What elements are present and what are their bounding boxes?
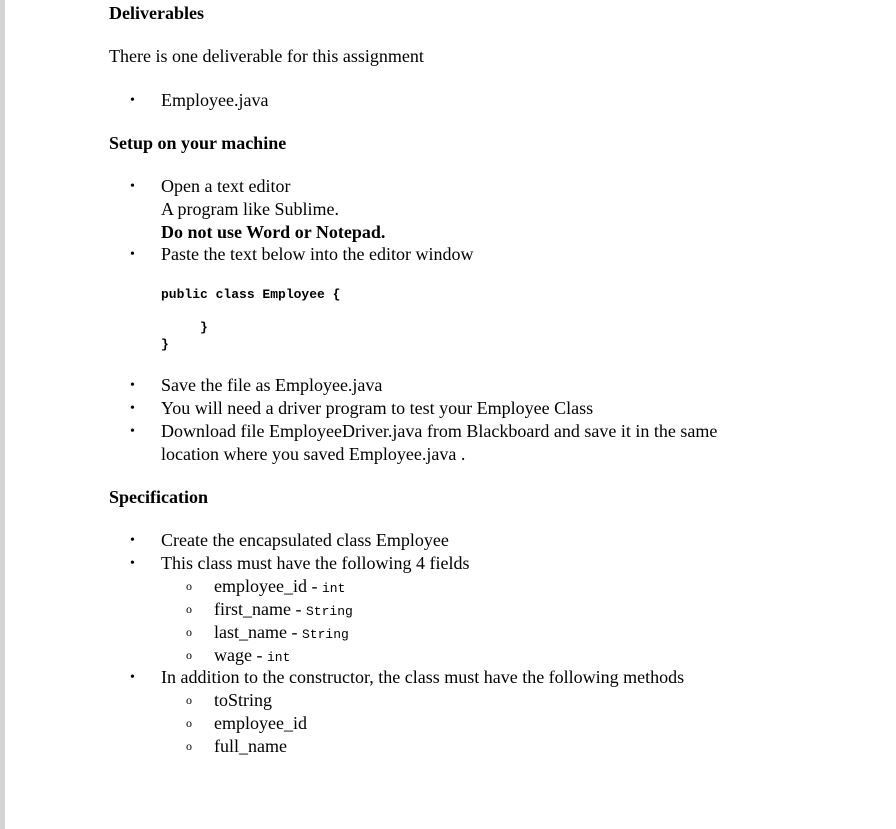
bullet-icon: •	[130, 401, 135, 416]
field-name: last_name	[214, 622, 287, 642]
open-editor-warning: Do not use Word or Notepad.	[161, 222, 386, 242]
circle-bullet-icon: o	[186, 648, 192, 662]
methods-intro: In addition to the constructor, the class must have the following methods	[161, 667, 685, 687]
field-type: String	[305, 604, 353, 619]
bullet-icon: •	[130, 378, 135, 393]
field-type: int	[321, 581, 346, 596]
field-separator: -	[251, 645, 267, 665]
field-separator: -	[306, 576, 322, 596]
bullet-icon: •	[130, 556, 135, 571]
code-line-inner-brace: }	[200, 320, 208, 335]
fields-intro: This class must have the following 4 fields	[161, 553, 470, 573]
circle-bullet-icon: o	[186, 625, 192, 639]
open-editor-line1: Open a text editor	[161, 176, 291, 196]
deliverables-heading: Deliverables	[109, 3, 204, 23]
open-editor-line2: A program like Sublime.	[161, 199, 339, 219]
code-line-outer-brace: }	[161, 337, 169, 352]
field-name: wage	[214, 645, 252, 665]
download-instruction-line2: location where you saved Employee.java .	[161, 444, 466, 464]
circle-bullet-icon: o	[186, 602, 192, 616]
create-class-instruction: Create the encapsulated class Employee	[161, 530, 449, 550]
field-name: employee_id	[214, 576, 307, 596]
save-instruction: Save the file as Employee.java	[161, 375, 383, 395]
bullet-icon: •	[130, 533, 135, 548]
method-name: toString	[214, 690, 273, 710]
field-type: int	[266, 650, 291, 665]
method-name: full_name	[214, 736, 287, 756]
download-instruction-line1: Download file EmployeeDriver.java from Blackboard and save it in the same	[161, 421, 718, 441]
field-separator: -	[286, 622, 302, 642]
setup-heading: Setup on your machine	[109, 133, 287, 153]
bullet-icon: •	[130, 93, 135, 108]
circle-bullet-icon: o	[186, 739, 192, 753]
field-type: String	[301, 627, 349, 642]
field-name: first_name	[214, 599, 291, 619]
circle-bullet-icon: o	[186, 579, 192, 593]
bullet-icon: •	[130, 424, 135, 439]
bullet-icon: •	[130, 670, 135, 685]
code-line-class-declaration: public class Employee {	[161, 287, 341, 302]
bullet-icon: •	[130, 179, 135, 194]
circle-bullet-icon: o	[186, 693, 192, 707]
bullet-icon: •	[130, 247, 135, 262]
field-separator: -	[290, 599, 306, 619]
deliverables-intro: There is one deliverable for this assignment	[109, 46, 424, 66]
specification-heading: Specification	[109, 487, 208, 507]
circle-bullet-icon: o	[186, 716, 192, 730]
method-name: employee_id	[214, 713, 307, 733]
paste-instruction: Paste the text below into the editor window	[161, 244, 474, 264]
driver-instruction: You will need a driver program to test your Employee Class	[161, 398, 594, 418]
deliverable-item: Employee.java	[161, 90, 269, 110]
